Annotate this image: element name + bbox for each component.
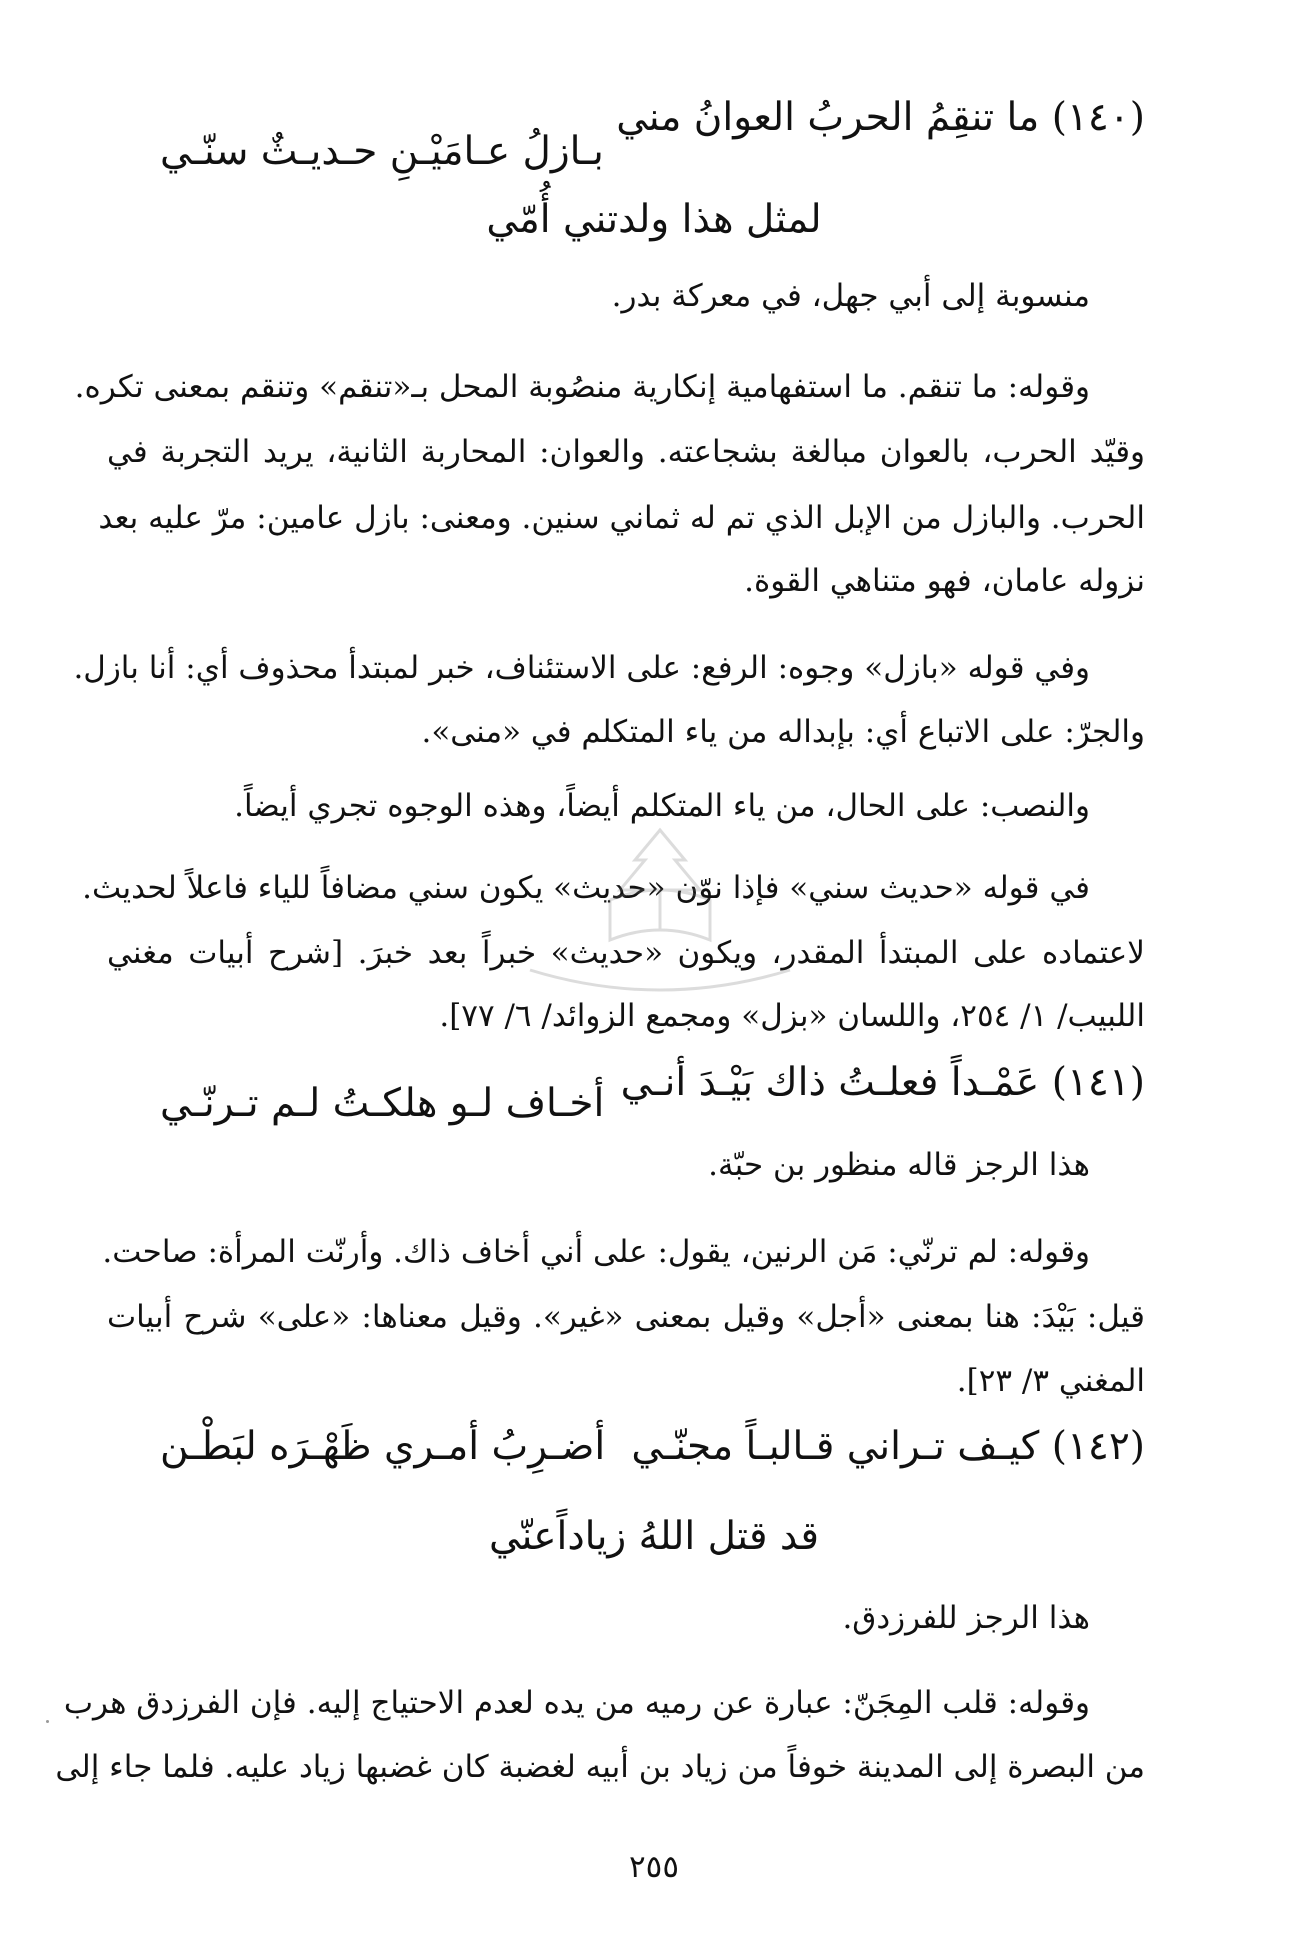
- verse-142-explanation-line-2: من البصرة إلى المدينة خوفاً من زياد بن أبيه لغضبة كان غضبها زياد عليه. فلما جاء إلى: [55, 1749, 1145, 1785]
- verse-140-hadith-line-1: في قوله «حديث سني» فإذا نوّن «حديث» يكون سني مضافاً للياء فاعلاً لحديث.: [82, 870, 1090, 906]
- verse-140-hadith-line-2: لاعتماده على المبتدأ المقدر، ويكون «حديث» خبراً بعد خبرَ. [شرح أبيات مغني: [107, 935, 1145, 971]
- verse-140-irab-line-1: وفي قوله «بازل» وجوه: الرفع: على الاستئناف، خبر لمبتدأ محذوف أي: أنا بازل.: [73, 650, 1090, 686]
- verse-140-explanation-line-1: وقوله: ما تنقم. ما استفهامية إنكارية منصُوبة المحل بـ«تنقم» وتنقم بمعنى تكره.: [74, 369, 1090, 405]
- verse-140-third-line: لمثل هذا ولدتني أُمّي: [486, 197, 822, 242]
- verse-141-attribution: هذا الرجز قاله منظور بن حبّة.: [708, 1147, 1090, 1183]
- verse-142-attribution: هذا الرجز للفرزدق.: [842, 1600, 1090, 1636]
- watermark-seal-logo: [470, 820, 850, 1050]
- verse-141-second-hemistich: أخـاف لـو هلكـتُ لـم تـرنّـي: [160, 1081, 605, 1126]
- verse-140-second-hemistich: بـازلُ عـامَيْـنِ حـديـثٌ سنّـي: [160, 129, 604, 174]
- verse-140-first-hemistich: (١٤٠) ما تنقِمُ الحربُ العوانُ مني: [616, 95, 1145, 140]
- margin-speck: [46, 1720, 49, 1723]
- verse-140-attribution: منسوبة إلى أبي جهل، في معركة بدر.: [611, 278, 1090, 314]
- verse-141-explanation-line-1: وقوله: لم ترنّي: مَن الرنين، يقول: على أني أخاف ذاك. وأرنّت المرأة: صاحت.: [102, 1234, 1090, 1270]
- verse-140-explanation-line-2: وقيّد الحرب، بالعوان مبالغة بشجاعته. والعوان: المحاربة الثانية، يريد التجربة في: [107, 434, 1145, 470]
- verse-142-explanation-line-1: وقوله: قلب المِجَنّ: عبارة عن رميه من يده لعدم الاحتياج إليه. فإن الفرزدق هرب: [63, 1685, 1090, 1721]
- verse-140-explanation-line-4: نزوله عامان، فهو متناهي القوة.: [744, 563, 1145, 599]
- verse-142-second-hemistich: أضـرِبُ أمـري ظَهْـرَه لبَطْـن: [160, 1424, 606, 1469]
- verse-140-hadith-line-3: اللبيب/ ١/ ٢٥٤، واللسان «بزل» ومجمع الزوائد/ ٦/ ٧٧].: [439, 998, 1145, 1034]
- verse-142-first-hemistich: (١٤٢) كيـف تـراني قـالبـاً مجنّـي: [631, 1424, 1145, 1469]
- verse-141-explanation-line-3: المغني ٣/ ٢٣].: [956, 1363, 1145, 1399]
- page-number: ٢٥٥: [629, 1849, 679, 1885]
- verse-142-third-line: قد قتل اللهُ زياداًعنّي: [488, 1514, 820, 1559]
- verse-141-first-hemistich: (١٤١) عَمْـداً فعلـتُ ذاك بَيْـدَ أنـي: [620, 1060, 1145, 1105]
- verse-140-irab-line-2: والجرّ: على الاتباع أي: بإبداله من ياء المتكلم في «منى».: [421, 714, 1145, 750]
- verse-140-explanation-line-3: الحرب. والبازل من الإبل الذي تم له ثماني سنين. ومعنى: بازل عامين: مرّ عليه بعد: [98, 500, 1145, 536]
- verse-141-explanation-line-2: قيل: بَيْدَ: هنا بمعنى «أجل» وقيل بمعنى «غير». وقيل معناها: «على» شرح أبيات: [107, 1299, 1145, 1335]
- verse-140-nasb-paragraph: والنصب: على الحال، من ياء المتكلم أيضاً، وهذه الوجوه تجري أيضاً.: [234, 788, 1090, 824]
